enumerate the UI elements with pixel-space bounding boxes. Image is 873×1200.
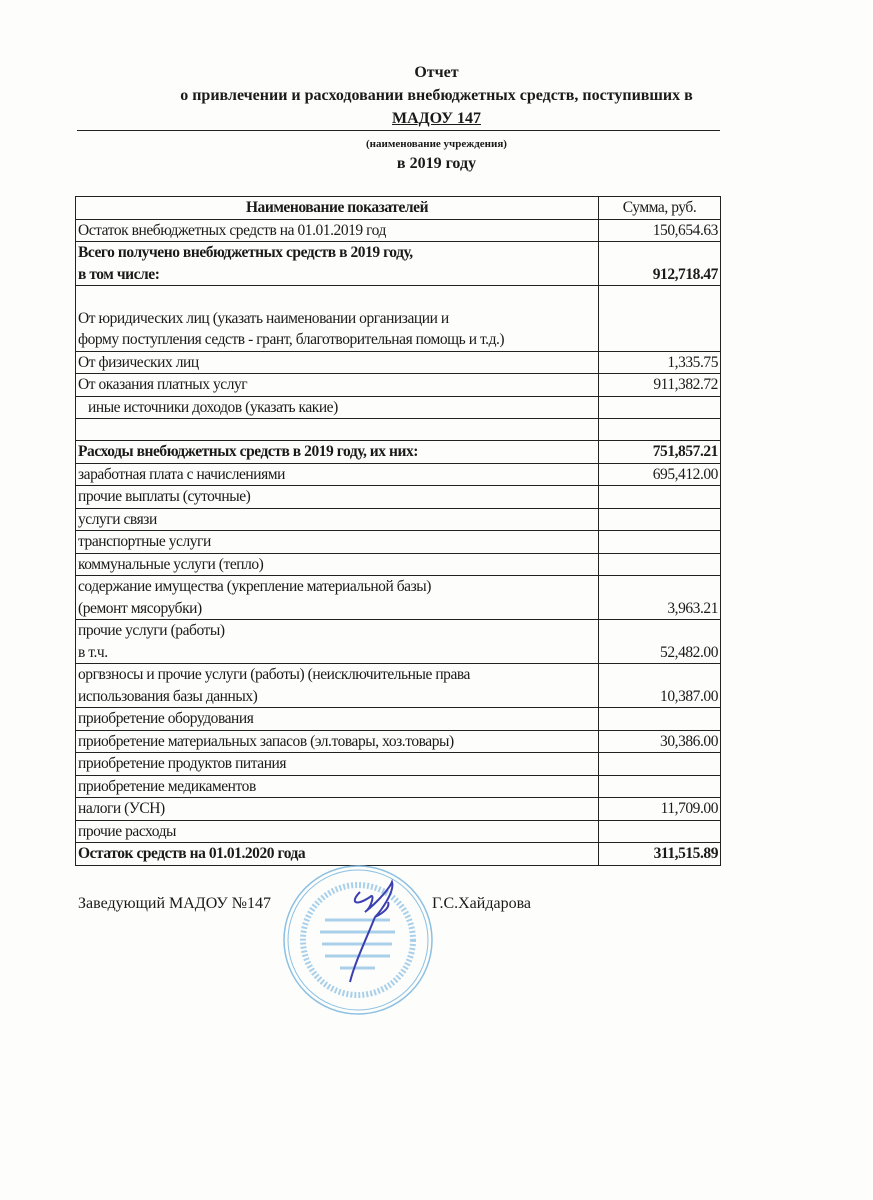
row-label-line: прочие услуги (работы) — [78, 622, 225, 639]
row-value: 11,709.00 — [599, 798, 721, 821]
row-value — [599, 419, 721, 441]
table-row — [76, 553, 721, 576]
row-label — [76, 419, 599, 441]
row-label: Расходы внебюджетных средств в 2019 году, их них: — [76, 441, 599, 464]
row-label — [76, 576, 599, 620]
row-value — [599, 775, 721, 798]
row-label-line: оргвзносы и прочие услуги (работы) (неисключительные права — [78, 666, 470, 683]
row-value — [599, 753, 721, 776]
row-label-line: в том числе: — [78, 265, 160, 283]
row-value: 52,482.00 — [599, 620, 721, 664]
row-value — [599, 531, 721, 554]
institution-caption: (наименование учреждения) — [366, 138, 507, 150]
row-value: 311,515.89 — [599, 843, 721, 866]
row-label: заработная плата с начислениями — [76, 463, 599, 486]
row-label-line: Всего получено внебюджетных средств в 2019 году, — [78, 244, 413, 261]
row-value: 150,654.63 — [599, 219, 721, 242]
row-value — [599, 708, 721, 731]
report-period: в 2019 году — [396, 155, 477, 172]
row-label: налоги (УСН) — [76, 798, 599, 821]
table-row — [76, 708, 721, 731]
table-row — [76, 508, 721, 531]
report-title: Отчет — [414, 64, 459, 81]
row-label — [76, 664, 599, 708]
table-row — [76, 576, 721, 620]
table-row — [76, 351, 721, 374]
table-row — [76, 798, 721, 821]
row-label: От физических лиц — [76, 351, 599, 374]
column-header-name: Наименование показателей — [76, 197, 599, 220]
row-label: прочие расходы — [76, 820, 599, 843]
row-label: Остаток средств на 01.01.2020 года — [76, 843, 599, 866]
table-row — [76, 486, 721, 509]
row-label: приобретение продуктов питания — [76, 753, 599, 776]
institution-underline — [77, 130, 720, 131]
row-value: 695,412.00 — [599, 463, 721, 486]
row-label-line: От юридических лиц (указать наименовании организации и — [78, 309, 449, 327]
row-label-line: (ремонт мясорубки) — [78, 599, 202, 617]
row-value — [599, 553, 721, 576]
row-value: 10,387.00 — [599, 664, 721, 708]
table-row — [76, 820, 721, 843]
row-value — [599, 486, 721, 509]
row-label: прочие выплаты (суточные) — [76, 486, 599, 509]
row-label: приобретение медикаментов — [76, 775, 599, 798]
institution-name: МАДОУ 147 — [392, 110, 481, 127]
column-header-sum: Сумма, руб. — [599, 197, 721, 220]
report-subtitle: о привлечении и расходовании внебюджетных средств, поступивших в — [180, 87, 693, 104]
table-row — [76, 463, 721, 486]
row-label — [76, 620, 599, 664]
table-row — [76, 753, 721, 776]
row-value: 30,386.00 — [599, 730, 721, 753]
row-value: 912,718.47 — [599, 242, 721, 286]
row-label-line: в т.ч. — [78, 643, 108, 661]
row-value — [599, 286, 721, 352]
row-value: 911,382.72 — [599, 374, 721, 397]
row-value — [599, 508, 721, 531]
signer-position: Заведующий МАДОУ №147 — [78, 895, 271, 912]
row-value — [599, 396, 721, 419]
signer-name: Г.С.Хайдарова — [432, 895, 532, 912]
report-table — [75, 196, 721, 866]
row-value: 751,857.21 — [599, 441, 721, 464]
row-label: коммунальные услуги (тепло) — [76, 553, 599, 576]
row-label: иные источники доходов (указать какие) — [76, 396, 599, 419]
row-label — [76, 286, 599, 352]
row-label: Остаток внебюджетных средств на 01.01.2019 год — [76, 219, 599, 242]
row-label-line: содержание имущества (укрепление материальной базы) — [78, 578, 431, 595]
row-label-line: форму поступления седств - грант, благотворительная помощь и т.д.) — [78, 331, 505, 348]
row-value: 1,335.75 — [599, 351, 721, 374]
row-label: приобретение оборудования — [76, 708, 599, 731]
row-label: транспортные услуги — [76, 531, 599, 554]
row-value — [599, 820, 721, 843]
table-row — [76, 419, 721, 441]
row-label-line: использования базы данных) — [78, 687, 258, 705]
official-stamp-icon — [280, 862, 440, 1022]
table-row — [76, 286, 721, 352]
row-label: приобретение материальных запасов (эл.товары, хоз.товары) — [76, 730, 599, 753]
table-row — [76, 441, 721, 464]
table-row — [76, 219, 721, 242]
table-row — [76, 374, 721, 397]
table-row — [76, 620, 721, 664]
table-row — [76, 664, 721, 708]
row-label: От оказания платных услуг — [76, 374, 599, 397]
table-header — [76, 197, 721, 220]
row-label: услуги связи — [76, 508, 599, 531]
row-value: 3,963.21 — [599, 576, 721, 620]
table-row — [76, 242, 721, 286]
table-row — [76, 396, 721, 419]
table-row — [76, 775, 721, 798]
table-row — [76, 531, 721, 554]
row-label — [76, 242, 599, 286]
table-row — [76, 730, 721, 753]
